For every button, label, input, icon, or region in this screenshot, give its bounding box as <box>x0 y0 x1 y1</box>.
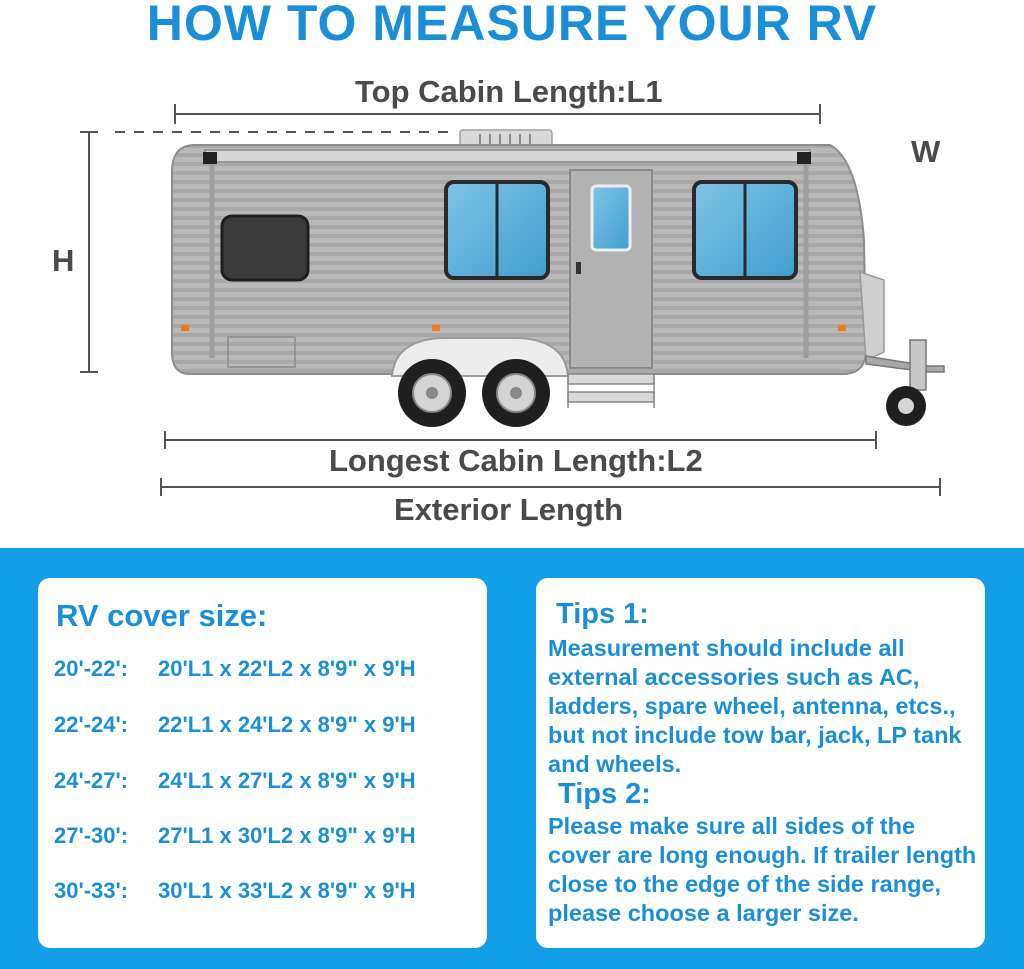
exterior-length-label: Exterior Length <box>394 492 624 527</box>
size-row <box>54 878 416 904</box>
size-range: 20'-22': <box>54 656 129 681</box>
height-label: H <box>52 243 75 278</box>
awning-rail <box>205 150 810 162</box>
tips-card <box>536 578 985 948</box>
rear-window <box>222 216 308 280</box>
size-row <box>54 823 416 849</box>
height-dimension-line <box>80 132 98 372</box>
top-cabin-length-label: Top Cabin Length:L1 <box>355 74 663 109</box>
tip-1-title: Tips 1: <box>556 598 649 630</box>
size-row <box>54 656 416 682</box>
tip-2-text: Please make sure all sides of the cover are long enough. If trailer length close to the edge of the side range, please choose a larger size. <box>548 813 977 926</box>
tip-1-text: Measurement should include all external accessories such as AC, ladders, spare wheel, antenna, etcs., but not include tow bar, jack, LP tank and wheels. <box>548 635 962 777</box>
tip-2-title: Tips 2: <box>558 778 651 810</box>
page-title: HOW TO MEASURE YOUR RV <box>146 0 878 51</box>
cover-size-card <box>38 578 487 948</box>
entry-steps <box>568 374 654 408</box>
size-range: 27'-30': <box>54 823 129 848</box>
size-spec: 24'L1 x 27'L2 x 8'9" x 9'H <box>158 768 416 793</box>
rv-trailer-illustration <box>172 130 944 427</box>
size-range: 24'-27': <box>54 768 129 793</box>
size-spec: 22'L1 x 24'L2 x 8'9" x 9'H <box>158 712 416 737</box>
size-range: 22'-24': <box>54 712 129 737</box>
size-row <box>54 768 416 794</box>
size-range: 30'-33': <box>54 878 129 903</box>
width-label: W <box>911 134 941 169</box>
size-spec: 27'L1 x 30'L2 x 8'9" x 9'H <box>158 823 416 848</box>
tongue-jack <box>910 340 926 390</box>
size-row <box>54 712 416 738</box>
size-spec: 20'L1 x 22'L2 x 8'9" x 9'H <box>158 656 416 681</box>
longest-cabin-length-label: Longest Cabin Length:L2 <box>329 443 703 478</box>
cover-size-title: RV cover size: <box>56 598 268 633</box>
size-spec: 30'L1 x 33'L2 x 8'9" x 9'H <box>158 878 416 903</box>
